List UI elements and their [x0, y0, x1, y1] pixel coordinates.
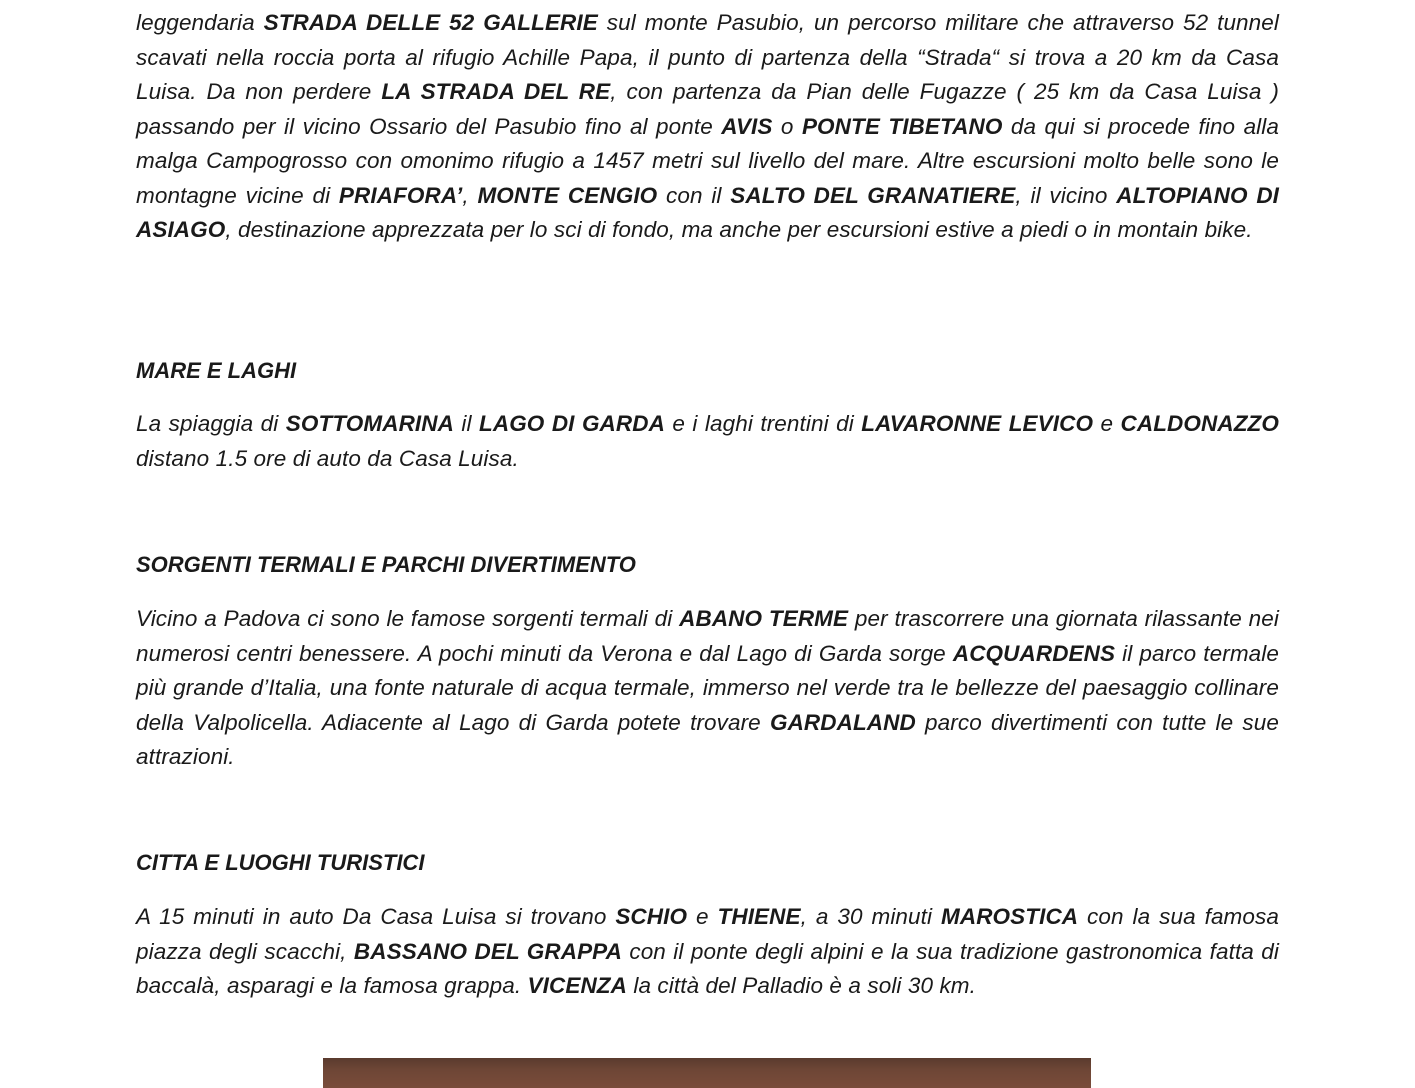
bold-place-name: PONTE TIBETANO	[801, 113, 1003, 139]
text-run: A 15 minuti in auto Da Casa Luisa si trovano	[136, 904, 616, 929]
text-run: e	[1093, 411, 1121, 436]
section-paragraph-mare-laghi	[136, 407, 1279, 476]
bold-place-name: ABANO TERME	[679, 606, 849, 631]
text-run: da qui si procede fino alla malga Campogrosso con omonimo rifugio a 1457 metri sul livello del mare. Altre escursioni molto belle sono le montagne vicine di	[136, 113, 1279, 208]
bold-place-name: LA STRADA DEL RE	[381, 79, 611, 104]
bold-place-name: ACQUARDENS	[952, 640, 1116, 666]
text-run: parco divertimenti con tutte le sue attrazioni.	[136, 709, 1279, 769]
text-run: con il ponte degli alpini e la sua tradizione gastronomica fatta di baccalà, asparagi e la famosa grappa.	[136, 938, 1279, 998]
text-run: e	[687, 904, 718, 929]
text-run: , con partenza da Pian delle Fugazze ( 25 km da Casa Luisa ) passando per il vicino Ossario del Pasubio fino al ponte	[136, 79, 1279, 139]
bold-place-name: SOTTOMARINA	[285, 411, 454, 436]
text-run: leggendaria	[136, 10, 264, 35]
bold-place-name: MAROSTICA	[941, 904, 1079, 929]
bold-place-name: GARDALAND	[769, 709, 916, 735]
bold-place-name: STRADA DELLE 52 GALLERIE	[263, 10, 598, 35]
text-run: o	[772, 113, 802, 139]
text-run: sul monte Pasubio, un percorso militare che attraverso 52 tunnel scavati nella roccia porta al rifugio Achille Papa, il punto di partenza della “Strada“ si trova a 20 km da Casa Luisa. Da non perdere	[136, 10, 1279, 104]
text-run: , destinazione apprezzata per lo sci di fondo, ma anche per escursioni estive a piedi o in montain bike.	[225, 217, 1253, 242]
text-run: La spiaggia di	[136, 411, 286, 436]
text-run: ,	[462, 182, 478, 208]
bold-place-name: LAGO DI GARDA	[479, 411, 665, 436]
bold-place-name: CALDONAZZO	[1120, 411, 1279, 436]
bold-place-name: SALTO DEL GRANATIERE	[730, 182, 1016, 208]
section-paragraph-sorgenti-termali	[136, 602, 1279, 775]
text-run: la città del Palladio è a soli 30 km.	[627, 973, 976, 998]
bold-place-name: SCHIO	[615, 904, 688, 929]
section-heading-mare-laghi: MARE E LAGHI	[136, 358, 297, 383]
section-paragraph-citta-luoghi	[136, 900, 1279, 1004]
bold-place-name: MONTE CENGIO	[477, 182, 658, 208]
text-run: con il	[657, 182, 731, 208]
text-run: per trascorrere una giornata rilassante nei numerosi centri benessere. A pochi minuti da Verona e dal Lago di Garda sorge	[136, 606, 1279, 666]
text-run: con la sua famosa piazza degli scacchi,	[136, 904, 1279, 964]
bold-place-name: VICENZA	[527, 973, 628, 998]
text-run: il parco termale più grande d’Italia, una fonte naturale di acqua termale, immerso nel verde tra le bellezze del paesaggio collinare della Valpolicella. Adiacente al Lago di Garda potete trovare	[136, 640, 1279, 735]
intro-paragraph	[136, 6, 1279, 248]
bold-place-name: ALTOPIANO DI ASIAGO	[136, 182, 1280, 242]
photo-image	[323, 1058, 1091, 1088]
text-run: e i laghi trentini di	[664, 411, 862, 436]
bold-place-name: BASSANO DEL GRAPPA	[353, 938, 622, 964]
section-heading-citta-luoghi: CITTA E LUOGHI TURISTICI	[136, 850, 425, 875]
text-run: , il vicino	[1015, 182, 1117, 208]
section-heading-sorgenti-termali: SORGENTI TERMALI E PARCHI DIVERTIMENTO	[136, 552, 636, 577]
bold-place-name: AVIS	[721, 113, 773, 139]
text-run: distano 1.5 ore di auto da Casa Luisa.	[136, 445, 519, 471]
text-run: il	[453, 411, 480, 436]
text-run: , a 30 minuti	[800, 904, 941, 929]
bold-place-name: THIENE	[717, 904, 801, 929]
text-run: Vicino a Padova ci sono le famose sorgenti termali di	[136, 606, 680, 631]
bold-place-name: LAVARONNE LEVICO	[861, 411, 1094, 436]
bold-place-name: PRIAFORA’	[338, 182, 463, 208]
